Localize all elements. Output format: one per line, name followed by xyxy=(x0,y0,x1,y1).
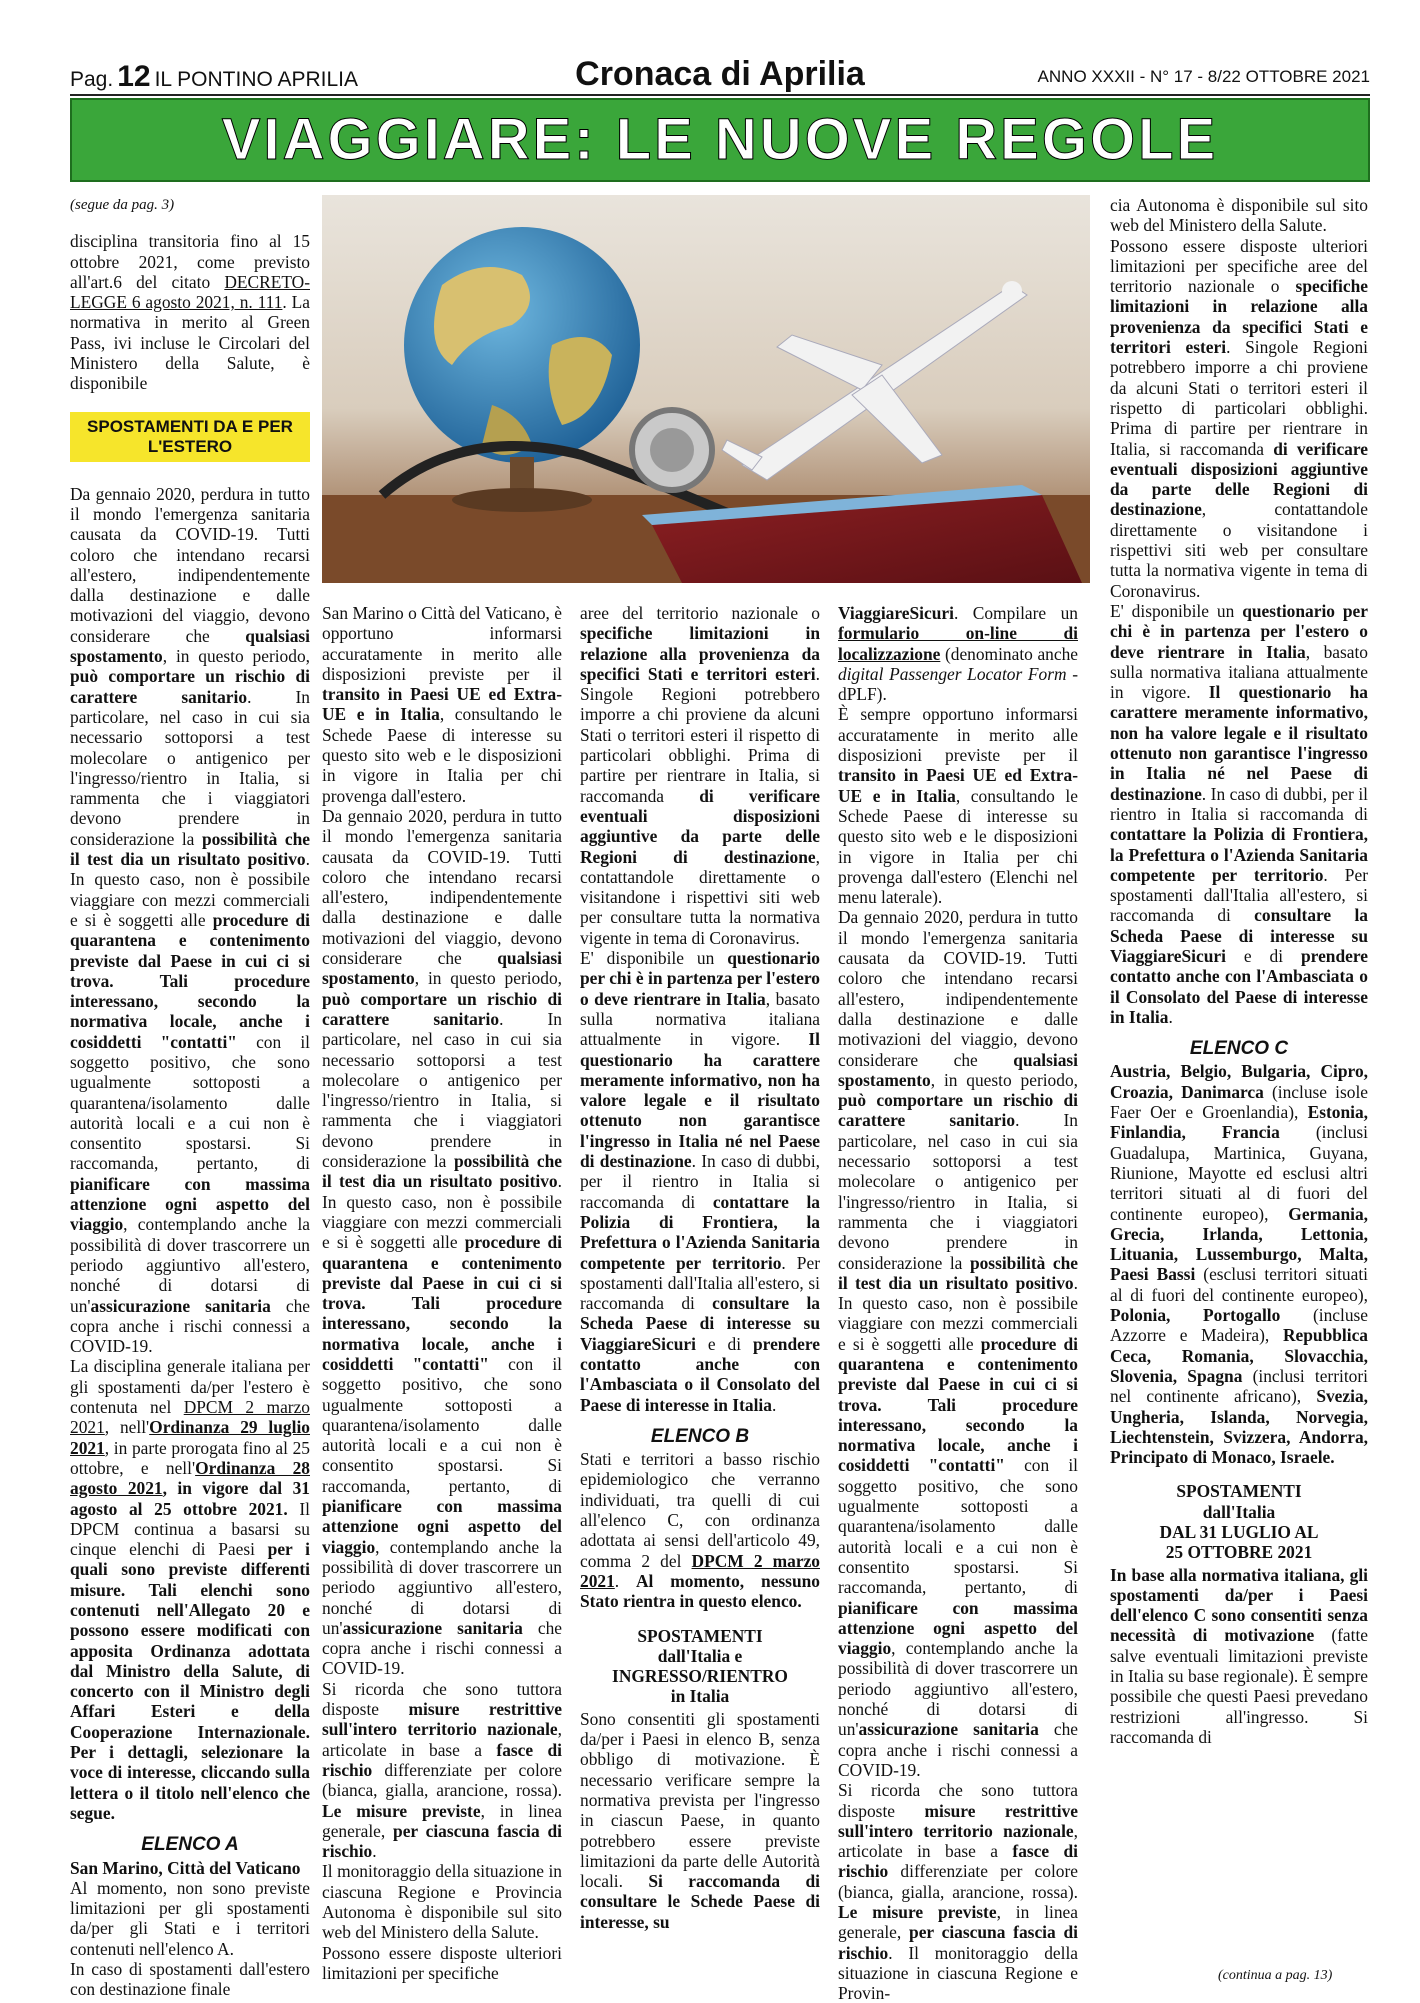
text-span: Possono essere disposte ulteriori limitazioni per specifiche aree del territorio nazionale o xyxy=(1110,235,1368,297)
text-span: , in linea generale, xyxy=(322,1800,562,1841)
paragraph xyxy=(838,704,1078,907)
paragraph xyxy=(70,1356,310,1823)
text-span: , articolate in base a xyxy=(322,1719,562,1760)
text-span: . In questo caso, non è possibile viaggiare con mezzi commerciali e si è soggetti alle xyxy=(70,849,310,930)
bold-span: per ciascuna fascia di rischio xyxy=(838,1922,1078,1963)
bold-span: In base alla normativa italiana, gli spostamenti da/per i Paesi dell'elenco C sono consentiti senza necessità di motivazione xyxy=(1110,1564,1368,1646)
text-span: con il soggetto positivo, che sono ugualmente sottoposti a quarantena/isolamento dalle autorità locali e a cui non è consentito spostarsi. Si raccomanda, pertanto, di xyxy=(322,1353,562,1496)
bold-span: fasce di rischio xyxy=(838,1841,1078,1882)
column-1 xyxy=(70,195,310,2000)
paper-name: IL PONTINO APRILIA xyxy=(154,68,359,91)
text-span: aree del territorio nazionale o xyxy=(580,603,820,623)
text-span: , contemplando anche la possibilità di dover trascorrere un periodo aggiuntivo all'estero, nonché di dotarsi di un' xyxy=(70,1214,310,1316)
text-span: (esclusi territori situati al di fuori del continente europeo), xyxy=(1110,1264,1368,1305)
elenco-a-heading: ELENCO A xyxy=(141,1834,239,1856)
text-span: E' disponibile un xyxy=(1110,600,1243,621)
bold-span: procedure di quarantena e contenimento previste dal Paese in cui ci si trova. Tali procedure interessano, secondo la normativa locale, anche i cosiddetti "contatti" xyxy=(838,1333,1078,1476)
bold-span: consultare la Scheda Paese di interesse su ViaggiareSicuri xyxy=(1110,905,1368,966)
bold-span: pianificare con massima attenzione ogni aspetto del viaggio xyxy=(322,1496,562,1557)
text-span: . Compilare un xyxy=(953,603,1078,623)
elenco-b-heading: ELENCO B xyxy=(650,1425,750,1447)
bold-span: contattare la Polizia di Frontiera, la Prefettura o l'Azienda Sanitaria competente per territorio xyxy=(1110,824,1368,885)
subsection-heading xyxy=(580,1626,820,1707)
text-span: . xyxy=(771,1394,777,1415)
bold-span: Al momento, nessuno Stato rientra in questo elenco. xyxy=(580,1570,820,1612)
paragraph xyxy=(70,231,310,393)
headline: VIAGGIARE: LE NUOVE REGOLE xyxy=(221,107,1219,172)
column-5 xyxy=(1110,195,1368,1747)
bold-span: per ciascuna fascia di rischio xyxy=(322,1820,562,1862)
bold-span: assicurazione sanitaria xyxy=(858,1719,1039,1740)
bold-span: qualsiasi spostamento xyxy=(70,625,310,667)
text-span: Sono consentiti gli spostamenti da/per i Paesi in elenco B, senza obbligo di motivazione. È necessario verificare sempre la normativa prevista per l'ingresso in ciascun Paese, in quanto potrebbero essere previste limitazioni da parte delle Autorità locali. xyxy=(580,1708,820,1892)
bold-span: procedure di quarantena e contenimento previste dal Paese in cui ci si trova. Tali procedure interessano, secondo la normativa locale, anche i cosiddetti "contatti" xyxy=(70,909,310,1052)
text-span: - dPLF). xyxy=(838,663,1078,705)
text-span: , in questo periodo, xyxy=(162,646,310,667)
bold-span: consultare la Scheda Paese di interesse su ViaggiareSicuri xyxy=(580,1293,820,1354)
section-title: Cronaca di Aprilia xyxy=(575,55,865,93)
bold-span: Austria, Belgio, Bulgaria, Cipro, Croazia, Danimarca xyxy=(1110,1061,1368,1102)
paragraph: cia Autonoma è disponibile sul sito web del Ministero della Salute. xyxy=(1110,195,1368,236)
paragraph xyxy=(838,907,1078,1780)
heading-line: SPOSTAMENTI xyxy=(1176,1481,1302,1502)
headline-banner xyxy=(70,98,1370,182)
heading-line: INGRESSO/RIENTRO xyxy=(612,1666,788,1687)
paragraph: Al momento, non sono previste limitazioni per gli spostamenti da/per gli Stati e i territori contenuti nell'elenco A. xyxy=(70,1877,310,1959)
bold-span: possibilità che il test dia un risultato positivo xyxy=(838,1252,1078,1293)
bold-span: specifiche limitazioni in relazione alla provenienza da specifici Stati e territori esteri xyxy=(580,623,820,684)
text-span: e di xyxy=(1225,945,1302,966)
paragraph xyxy=(322,603,562,806)
text-span: , contemplando anche la possibilità di dover trascorrere un periodo aggiuntivo all'estero, nonché di dotarsi di un' xyxy=(322,1536,562,1638)
bold-span: possibilità che il test dia un risultato positivo xyxy=(322,1151,562,1192)
text-span: , nell' xyxy=(104,1417,150,1438)
text-span: , consultando le Schede Paese di interesse su questo sito web e le disposizioni in vigore in Italia per chi provenga dall'estero. xyxy=(322,704,562,806)
bold-span: pianificare con massima attenzione ogni aspetto del viaggio xyxy=(70,1173,310,1235)
text-span: con il soggetto positivo, che sono ugualmente sottoposti a quarantena/isolamento dalle autorità locali e a cui non è consentito spostarsi. Si raccomanda, pertanto, di xyxy=(70,1031,310,1174)
text-span: , in parte prorogata fino al 25 ottobre, e nell' xyxy=(70,1437,310,1478)
bold-span: Repubblica Ceca, Romania, Slovacchia, Slovenia, Spagna xyxy=(1110,1325,1368,1386)
text-span: . xyxy=(614,1570,636,1591)
text-span: Stati e territori a basso rischio epidemiologico che verranno individuati, tra quelli di cui all'elenco C, con ordinanza adottata ai sensi dell'articolo 49, comma 2 del xyxy=(580,1449,820,1571)
paragraph xyxy=(1110,601,1368,1027)
text-span: differenziate per colore (bianca, gialla, arancione, rossa). xyxy=(322,1759,562,1801)
column-2 xyxy=(322,603,562,1983)
heading-line: 25 OTTOBRE 2021 xyxy=(1165,1542,1313,1563)
text-span: . La normativa in merito al Green Pass, ivi incluse le Circolari del Ministero della Salute, è disponibile xyxy=(70,292,310,394)
text-span: (incluse isole Faer Oer e Groenlandia), xyxy=(1110,1081,1368,1123)
text-span: . In particolare, nel caso in cui sia necessario sottoporsi a test molecolare o antigenico per l'ingresso/rientro in Italia, si rammenta che i viaggiatori devono prendere in considerazione la xyxy=(70,686,310,849)
text-span: cinque elenchi di Paesi xyxy=(70,1539,255,1560)
text-span: . xyxy=(1168,1006,1173,1027)
bold-span: transito in Paesi UE ed Extra-UE e in Italia xyxy=(322,684,562,725)
heading-line: dall'Italia xyxy=(1202,1501,1276,1522)
paragraph xyxy=(580,603,820,948)
bold-span: contattare la Polizia di Frontiera, la Prefettura o l'Azienda Sanitaria competente per territorio xyxy=(580,1191,820,1273)
bold-span: questionario per chi è in partenza per l'estero o deve rientrare in Italia xyxy=(1110,600,1368,662)
paragraph xyxy=(580,1449,820,1611)
dpcm-link[interactable]: DPCM 2 marzo 2021 xyxy=(580,1550,820,1591)
bold-span: questionario per chi è in partenza per l'estero o deve rientrare in Italia xyxy=(580,948,820,1009)
text-span: (denominato anche xyxy=(940,643,1078,664)
text-span: . In particolare, nel caso in cui sia necessario sottoporsi a test molecolare o antigenico per l'ingresso/rientro in Italia, si rammenta che i viaggiatori devono prendere in considerazione la xyxy=(838,1110,1078,1273)
bold-span: Germania, Grecia, Irlanda, Lettonia, Lituania, Lussemburgo, Malta, Paesi Bassi xyxy=(1110,1203,1368,1285)
text-span: (inclusi territori nel continente africano), xyxy=(1110,1365,1368,1407)
bold-span: Estonia, Finlandia, Francia xyxy=(1110,1102,1368,1143)
text-span: , contemplando anche la possibilità di dover trascorrere un periodo aggiuntivo all'estero, nonché di dotarsi di un' xyxy=(838,1638,1078,1740)
text-span: , articolate in base a xyxy=(838,1820,1078,1862)
text-span: , basato sulla normativa italiana attualmente in vigore. xyxy=(1110,641,1369,703)
bold-span: Il questionario ha carattere meramente informativo, non ha valore legale e il risultato ottenuto non garantisce l'ingresso in Italia né nel Paese di destinazione xyxy=(580,1029,820,1172)
bold-span: transito in Paesi UE ed Extra-UE e in Italia xyxy=(838,765,1078,806)
bold-span: di verificare eventuali disposizioni aggiuntive da parte delle Regioni di destinazione xyxy=(1110,438,1368,520)
bold-span: pianificare con massima attenzione ogni aspetto del viaggio xyxy=(838,1597,1078,1659)
text-span: Il DPCM continua a basarsi su xyxy=(70,1498,310,1539)
bold-span: assicurazione sanitaria xyxy=(90,1295,271,1316)
text-span: . In questo caso, non è possibile viaggiare con mezzi commerciali e si è soggetti alle xyxy=(838,1272,1078,1354)
heading-line: in Italia xyxy=(670,1686,730,1707)
text-span: e di xyxy=(695,1333,754,1354)
paragraph xyxy=(580,948,820,1415)
paragraph xyxy=(1110,1565,1368,1748)
text-span: (inclusi Guadalupa, Martinica, Guyana, Riunione, Mayotte ed esclusi altri territori situati al di fuori del continente europeo), xyxy=(1110,1122,1368,1224)
text-span: Si ricorda che sono tuttora disposte xyxy=(838,1780,1078,1821)
heading-line: dall'Italia e xyxy=(657,1645,743,1666)
text-span: che copra anche i rischi connessi a COVID-19. xyxy=(838,1719,1078,1780)
paragraph: In caso di spostamenti dall'estero con destinazione finale xyxy=(70,1959,310,2000)
text-span: disciplina transitoria fino al 15 ottobre 2021, come previsto all'art.6 del citato xyxy=(70,231,310,292)
column-4 xyxy=(838,603,1078,2003)
globe-plane-passport-illustration xyxy=(322,195,1090,583)
text-span: E' disponibile un xyxy=(580,948,728,969)
bold-span: può comportare un rischio di carattere sanitario xyxy=(838,1090,1078,1131)
bold-span: Le misure previste xyxy=(322,1800,481,1821)
bold-span: qualsiasi spostamento xyxy=(322,948,562,989)
paragraph: Il monitoraggio della situazione in ciascuna Regione e Provincia Autonoma è disponibile sul sito web del Ministero della Salute. xyxy=(322,1861,562,1943)
text-span: . xyxy=(372,1841,377,1862)
bold-span: può comportare un rischio di carattere sanitario xyxy=(322,988,562,1029)
text-span: Da gennaio 2020, perdura in tutto il mondo l'emergenza sanitaria causata da COVID-19. Tutti coloro che intendano recarsi all'estero, indipendentemente dalla destinazione e dalle motivazioni del viaggio, devono considerare che xyxy=(838,907,1078,1070)
bold-span: può comportare un rischio di carattere sanitario xyxy=(70,666,310,707)
subsection-heading xyxy=(1110,1481,1368,1562)
bold-span: fasce di rischio xyxy=(322,1739,562,1780)
column-3 xyxy=(580,603,820,1932)
text-span: Si ricorda che sono tuttora disposte xyxy=(322,1678,562,1720)
bold-span: per i quali sono previste differenti misure. Tali elenchi sono contenuti nell'Allegato 20 e possono essere modificati con apposita Ordinanza adottata dal Ministro della Salute, di concerto con il Ministro degli Affari Esteri e della Cooperazione Internazionale. Per i dettagli, selezionare la voce di interesse, cliccando sulla lettera o il titolo nell'elenco che segue. xyxy=(70,1539,310,1823)
bold-span: prendere contatto anche con l'Ambasciata o il Consolato del Paese di interesse in Italia xyxy=(580,1333,820,1415)
heading-line: DAL 31 LUGLIO AL xyxy=(1159,1522,1319,1542)
bold-span: Si raccomanda di consultare le Schede Paese di interesse, su xyxy=(580,1871,820,1932)
text-span: . In caso di dubbi, per il rientro in Italia si raccomanda di xyxy=(1110,783,1368,824)
text-span: . In caso di dubbi, per il rientro in Italia si raccomanda di xyxy=(580,1151,820,1212)
bold-span: , in vigore dal 31 agosto al 25 ottobre 2021. xyxy=(70,1478,310,1519)
text-span: La disciplina generale italiana per gli spostamenti da/per l'estero è contenuta nel xyxy=(70,1356,310,1418)
text-span: . Il monitoraggio della situazione in ciascuna Regione e Provin- xyxy=(838,1942,1078,2003)
bold-span: ViaggiareSicuri xyxy=(838,603,954,623)
text-span: Da gennaio 2020, perdura in tutto il mondo l'emergenza sanitaria causata da COVID-19. Tutti coloro che intendano recarsi all'estero, indipendentemente dalla destinazione e dalle motivazioni del viaggio, devono considerare che xyxy=(70,483,310,646)
text-span: , contattandole direttamente o visitandone i rispettivi siti web per consultare tutta la normativa vigente in tema di Coronavirus. xyxy=(580,846,820,948)
bold-span: di verificare eventuali disposizioni aggiuntive da parte delle Regioni di destinazione xyxy=(580,785,820,867)
bold-span: Svezia, Ungheria, Islanda, Norvegia, Liechtenstein, Svizzera, Andorra, Principato di Monaco, Israele. xyxy=(1110,1386,1368,1468)
bold-span: misure restrittive sull'intero territorio nazionale xyxy=(322,1699,562,1740)
text-span: . In questo caso, non è possibile viaggiare con mezzi commerciali e si è soggetti alle xyxy=(322,1171,562,1253)
ordinanza-link[interactable]: Ordinanza 29 luglio 2021 xyxy=(70,1417,310,1458)
text-span: differenziate per colore (bianca, gialla, arancione, rossa). xyxy=(838,1861,1078,1902)
paragraph xyxy=(70,484,310,1357)
text-span: , in questo periodo, xyxy=(414,968,562,989)
subheading-box: SPOSTAMENTI DA E PER L'ESTERO xyxy=(70,412,310,462)
bold-span: Polonia, Portogallo xyxy=(1110,1305,1281,1326)
paragraph xyxy=(838,603,1078,704)
text-span: È sempre opportuno informarsi accuratamente in merito alle disposizioni previste per il xyxy=(838,704,1078,766)
bold-span: Il questionario ha carattere meramente informativo, non ha valore legale e il risultato ottenuto non garantisce l'ingresso in Italia né nel Paese di destinazione xyxy=(1110,682,1368,804)
text-span: con il soggetto positivo, che sono ugualmente sottoposti a quarantena/isolamento dalle autorità locali e a cui non è consentito spostarsi. Si raccomanda, pertanto, di xyxy=(838,1455,1078,1598)
text-span: (incluse Azzorre e Madeira), xyxy=(1110,1305,1368,1346)
text-span: (fatte salve eventuali limitazioni previste in Italia su base regionale). È sempre possibile che questi Paesi prevedano restrizioni all'ingresso. Si raccomanda di xyxy=(1110,1625,1368,1747)
bold-span: misure restrittive sull'intero territorio nazionale xyxy=(838,1800,1078,1841)
paragraph xyxy=(1110,236,1368,601)
bold-span: specifiche limitazioni in relazione alla provenienza da specifici Stati e territori esteri xyxy=(1110,276,1368,358)
bold-span: prendere contatto anche con l'Ambasciata o il Consolato del Paese di interesse in Italia xyxy=(1110,945,1368,1027)
elenco-c-heading: ELENCO C xyxy=(1189,1038,1289,1060)
bold-span: possibilità che il test dia un risultato positivo xyxy=(70,828,310,870)
text-span: . Per spostamenti dall'Italia all'estero, si raccomanda di xyxy=(1110,864,1368,926)
continued-from: (segue da pag. 3) xyxy=(70,197,175,213)
paragraph xyxy=(838,1780,1078,2003)
bold-span: San Marino, Città del Vaticano xyxy=(70,1857,301,1878)
italic-span: digital Passenger Locator Form xyxy=(838,663,1067,684)
text-span: che copra anche i rischi connessi a COVID-19. xyxy=(322,1617,562,1679)
text-span: . Per spostamenti dall'Italia all'estero, si raccomanda di xyxy=(580,1252,820,1314)
bold-span: procedure di quarantena e contenimento previste dal Paese in cui ci si trova. Tali procedure interessano, secondo la normativa locale, anche i cosiddetti "contatti" xyxy=(322,1232,562,1374)
page-label-text: Pag. xyxy=(70,68,114,91)
bold-span: qualsiasi spostamento xyxy=(838,1049,1078,1090)
text-span: , consultando le Schede Paese di interesse su questo sito web e le disposizioni in vigore in Italia per chi provenga dall'estero (Elenchi nel menu laterale). xyxy=(838,785,1078,908)
paragraph xyxy=(322,1679,562,1862)
paragraph xyxy=(580,1709,820,1932)
text-span: , basato sulla normativa italiana attualmente in vigore. xyxy=(580,988,821,1050)
text-span: , in questo periodo, xyxy=(930,1069,1078,1090)
paragraph xyxy=(70,1858,310,1878)
text-span: Da gennaio 2020, perdura in tutto il mondo l'emergenza sanitaria causata da COVID-19. Tutti coloro che intendano recarsi all'estero, indipendentemente dalla destinazione e dalle motivazioni del viaggio, devono considerare che xyxy=(322,805,562,969)
text-span: . Singole Regioni potrebbero imporre a chi proviene da alcuni Stati o territori esteri il rispetto di particolari obblighi. Prima di partire per rientrare in Italia, si raccomanda xyxy=(1110,337,1368,459)
bold-span: assicurazione sanitaria xyxy=(342,1617,523,1638)
text-span: , in linea generale, xyxy=(838,1902,1078,1943)
ordinanza-link[interactable]: Ordinanza 28 agosto 2021 xyxy=(70,1457,310,1499)
paragraph: Possono essere disposte ulteriori limitazioni per specifiche xyxy=(322,1942,562,1983)
dpcm-link[interactable]: DPCM 2 marzo 2021 xyxy=(70,1397,310,1438)
bold-span: Le misure previste xyxy=(838,1902,997,1922)
decree-link[interactable]: DECRETO-LEGGE 6 agosto 2021, n. 111 xyxy=(70,271,310,313)
issue-info: ANNO XXXII - N° 17 - 8/22 OTTOBRE 2021 xyxy=(1037,67,1370,86)
text-span: che copra anche i rischi connessi a COVID-19. xyxy=(70,1295,310,1357)
form-link[interactable]: formulario on-line di localizzazione xyxy=(838,623,1078,664)
text-span: San Marino o Città del Vaticano, è opportuno informarsi accuratamente in merito alle disposizioni previste per il xyxy=(322,603,562,684)
heading-line: SPOSTAMENTI xyxy=(637,1625,763,1646)
page-header xyxy=(70,55,1370,96)
paragraph xyxy=(1110,1061,1368,1467)
text-span: . In particolare, nel caso in cui sia necessario sottoporsi a test molecolare o antigenico per l'ingresso/rientro in Italia, si rammenta che i viaggiatori devono prendere in considerazione la xyxy=(322,1008,562,1172)
page-number: 12 xyxy=(117,60,151,93)
continued-on: (continua a pag. 13) xyxy=(1218,1968,1333,1983)
text-span: , contattandole direttamente o visitandone i rispettivi siti web per consultare tutta la normativa vigente in tema di Coronavirus. xyxy=(1110,499,1368,601)
article-photo xyxy=(322,195,1090,583)
paragraph xyxy=(322,806,562,1679)
text-span: . Singole Regioni potrebbero imporre a chi proviene da alcuni Stati o territori esteri il rispetto di particolari obblighi. Prima di partire per rientrare in Italia, si raccomanda xyxy=(580,663,820,806)
